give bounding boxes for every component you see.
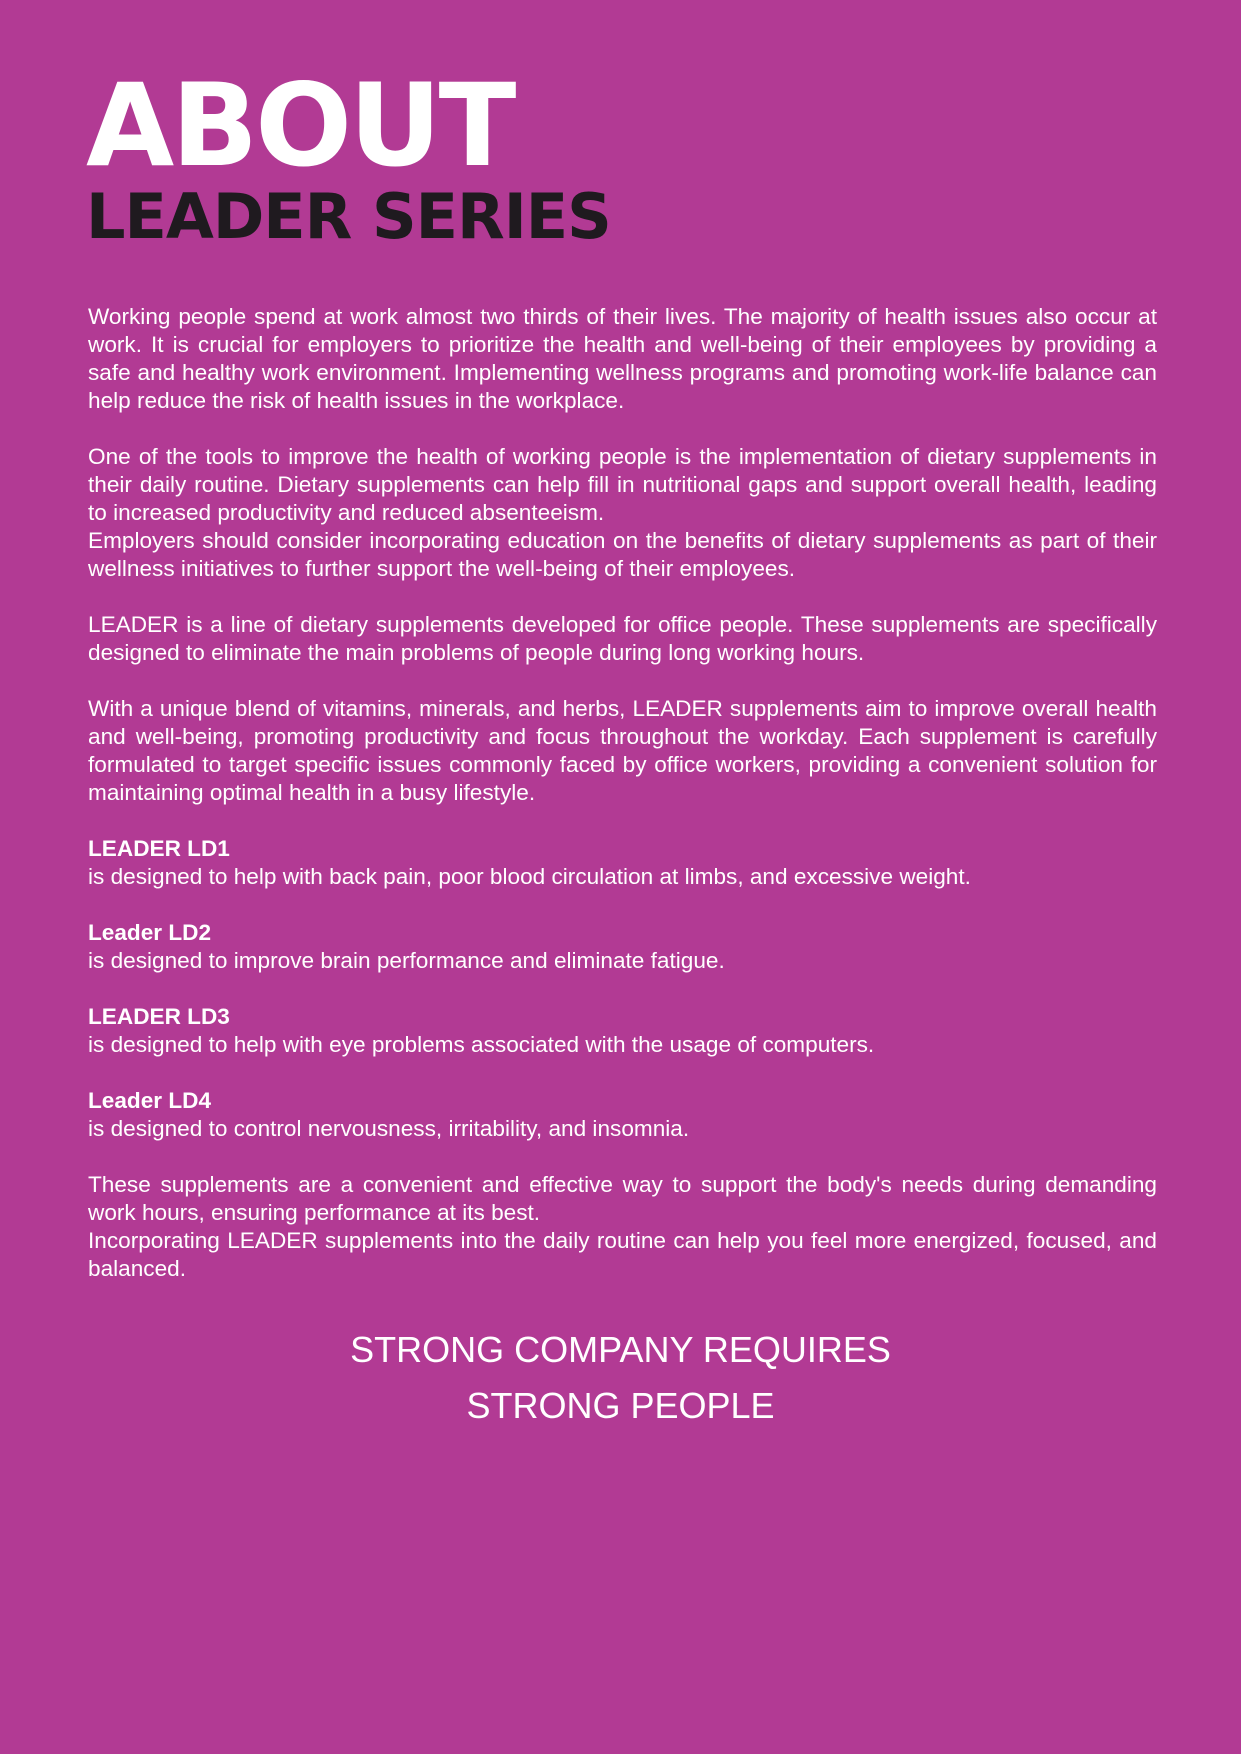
product-description: is designed to control nervousness, irritability, and insomnia. xyxy=(88,1116,690,1141)
intro-paragraph-group xyxy=(88,443,1157,583)
product-description: is designed to improve brain performance and eliminate fatigue. xyxy=(88,948,725,973)
product-name: Leader LD4 xyxy=(88,1088,212,1113)
closing-paragraph: Incorporating LEADER supplements into the daily routine can help you feel more energized, focused, and balanced. xyxy=(88,1228,1157,1281)
closing-paragraph-group xyxy=(88,1171,1157,1283)
product-item xyxy=(88,835,1157,891)
slogan-line: STRONG PEOPLE xyxy=(466,1385,775,1426)
body-text xyxy=(88,303,1157,1311)
page-subtitle: LEADER SERIES xyxy=(86,180,611,253)
product-name: LEADER LD1 xyxy=(88,836,230,861)
product-description: is designed to help with eye problems associated with the usage of computers. xyxy=(88,1032,875,1057)
product-name: Leader LD2 xyxy=(88,920,212,945)
closing-paragraph: These supplements are a convenient and effective way to support the body's needs during demanding work hours, ensuring performance at its best. xyxy=(88,1172,1157,1225)
intro-paragraph: With a unique blend of vitamins, minerals, and herbs, LEADER supplements aim to improve overall health and well-being, promoting productivity and focus throughout the workday. Each supplement is carefully formulated to target specific issues commonly faced by office workers, providing a convenient solution for maintaining optimal health in a busy lifestyle. xyxy=(88,696,1157,805)
intro-paragraph: One of the tools to improve the health of working people is the implementation of dietary supplements in their daily routine. Dietary supplements can help fill in nutritional gaps and support overall health, leading to increased productivity and reduced absenteeism. xyxy=(88,444,1157,525)
slogan-line: STRONG COMPANY REQUIRES xyxy=(350,1329,891,1370)
product-item xyxy=(88,919,1157,975)
product-item xyxy=(88,1087,1157,1143)
product-item xyxy=(88,1003,1157,1059)
product-description: is designed to help with back pain, poor blood circulation at limbs, and excessive weight. xyxy=(88,864,971,889)
intro-paragraph: Working people spend at work almost two thirds of their lives. The majority of health issues also occur at work. It is crucial for employers to prioritize the health and well-being of their employees by providing a safe and healthy work environment. Implementing wellness programs and promoting work-life balance can help reduce the risk of health issues in the workplace. xyxy=(88,304,1157,413)
product-name: LEADER LD3 xyxy=(88,1004,230,1029)
page-header xyxy=(86,59,1156,253)
intro-paragraph: LEADER is a line of dietary supplements developed for office people. These supplements are specifically designed to eliminate the main problems of people during long working hours. xyxy=(88,612,1157,665)
intro-paragraph: Employers should consider incorporating education on the benefits of dietary supplements as part of their wellness initiatives to further support the well-being of their employees. xyxy=(88,528,1157,581)
slogan xyxy=(0,1322,1241,1434)
page-title: ABOUT xyxy=(86,59,514,192)
